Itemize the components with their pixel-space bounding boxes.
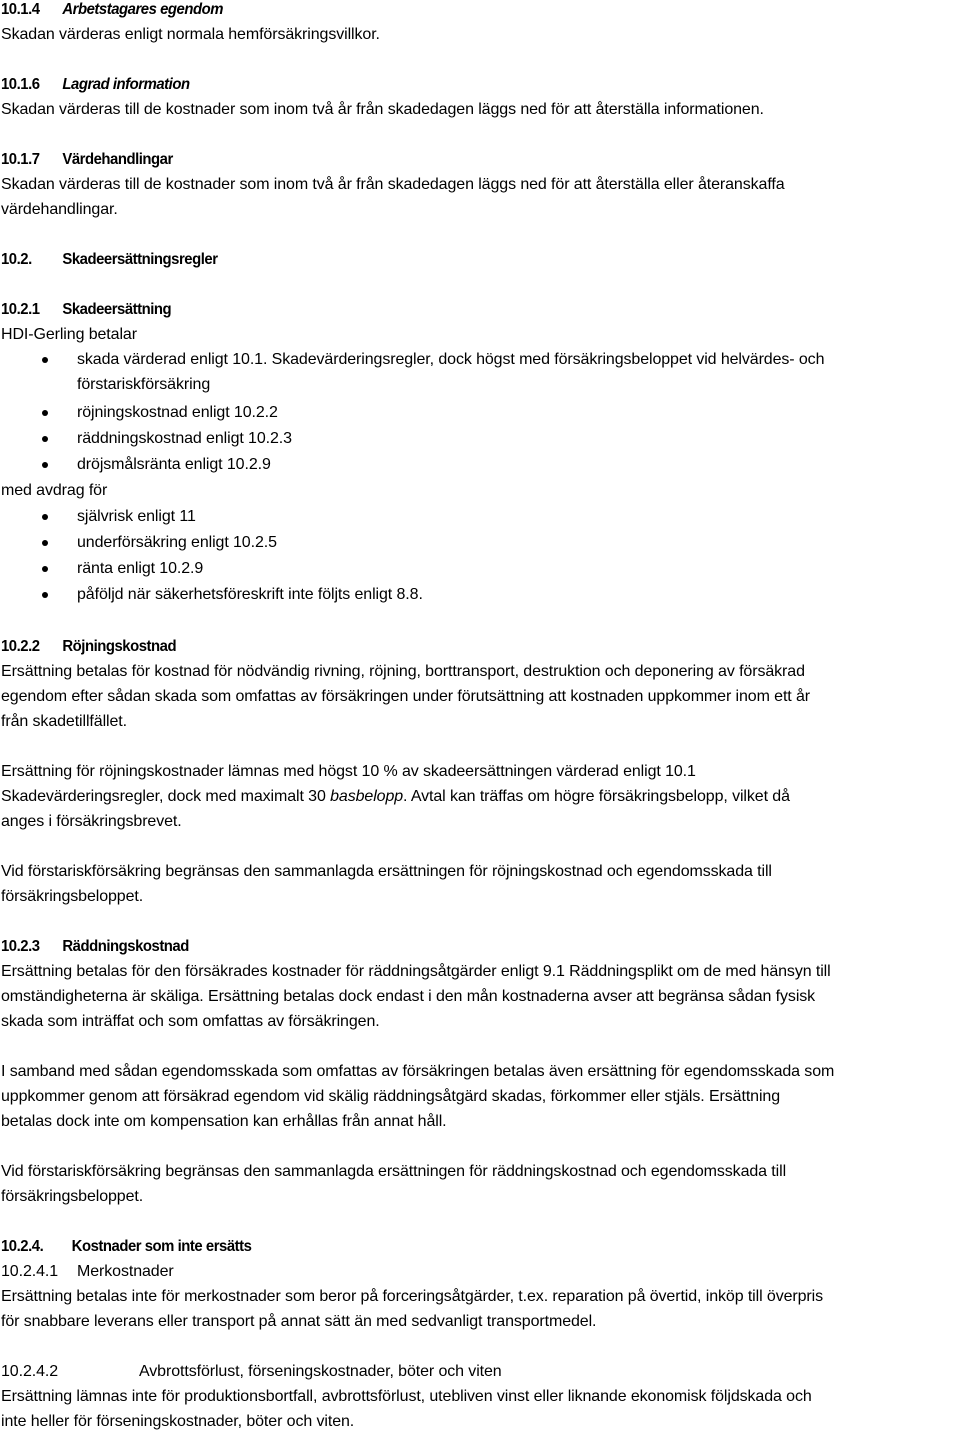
subsection-title: Avbrottsförlust, förseningskostnader, böter och viten (139, 1363, 502, 1380)
section-title: Skadeersättningsregler (62, 251, 218, 268)
section-number: 10.2.1 (1, 301, 40, 318)
bullet-icon (42, 357, 48, 363)
paragraph-line: skada som inträffat och som omfattas av försäkringen. (1, 1013, 380, 1030)
subsection-number: 10.2.4.2 (1, 1363, 59, 1380)
list-item-text: ränta enligt 10.2.9 (77, 560, 204, 577)
paragraph-line: försäkringsbeloppet. (1, 1188, 144, 1205)
paragraph-text: . Avtal kan träffas om högre försäkringsbelopp, vilket då (403, 788, 790, 805)
bullet-icon (42, 514, 48, 520)
paragraph-line: Vid förstariskförsäkring begränsas den sammanlagda ersättningen för räddningskostnad och egendomsskada till (1, 1163, 787, 1180)
paragraph-line (1, 784, 790, 809)
bullet-icon (42, 566, 48, 572)
subsection-heading-10-2-4-1 (1, 1259, 174, 1284)
section-heading-10-2-4 (1, 1234, 251, 1259)
section-number: 10.1.7 (1, 151, 40, 168)
section-title: Arbetstagares egendom (62, 1, 223, 18)
list-item-text: självrisk enligt 11 (77, 508, 196, 525)
paragraph-line: Vid förstariskförsäkring begränsas den sammanlagda ersättningen för röjningskostnad och egendomsskada till (1, 863, 772, 880)
section-title: Röjningskostnad (62, 638, 177, 655)
emphasis-text: basbelopp (330, 788, 404, 805)
section-title: Kostnader som inte ersätts (71, 1238, 252, 1255)
list-item-text: räddningskostnad enligt 10.2.3 (77, 430, 292, 447)
paragraph-line: Ersättning betalas för kostnad för nödvändig rivning, röjning, borttransport, destruktion och deponering av försäkrad (1, 663, 805, 680)
section-number: 10.2.3 (1, 938, 40, 955)
section-title: Värdehandlingar (62, 151, 173, 168)
paragraph-text: Skadevärderingsregler, dock med maximalt 30 (1, 788, 331, 805)
paragraph-line: omständigheterna är skäliga. Ersättning betalas dock endast i den mån kostnaderna avser att begränsa sådan fysisk (1, 988, 816, 1005)
paragraph-line: från skadetillfället. (1, 713, 127, 730)
section-number: 10.1.4 (1, 1, 40, 18)
paragraph-line: egendom efter sådan skada som omfattas av försäkringen under förutsättning att kostnaden uppkommer inom ett år (1, 688, 811, 705)
paragraph-line: försäkringsbeloppet. (1, 888, 144, 905)
paragraph-line: I samband med sådan egendomsskada som omfattas av försäkringen betalas även ersättning för egendomsskada som (1, 1063, 835, 1080)
bullet-icon (42, 410, 48, 416)
subsection-number: 10.2.4.1 (1, 1263, 59, 1280)
list-item-text: påföljd när säkerhetsföreskrift inte följts enligt 8.8. (77, 586, 423, 603)
section-number: 10.1.6 (1, 76, 40, 93)
section-number: 10.2.4. (1, 1238, 44, 1255)
paragraph-line: inte heller för förseningskostnader, böter och viten. (1, 1413, 355, 1430)
section-heading-10-1-7 (1, 147, 173, 172)
paragraph-line: betalas dock inte om kompensation kan erhållas från annat håll. (1, 1113, 447, 1130)
paragraph-line: Ersättning betalas för den försäkrades kostnader för räddningsåtgärder enligt 9.1 Räddningsplikt om de med hänsyn till (1, 963, 831, 980)
section-heading-10-2-1 (1, 297, 171, 322)
section-heading-10-2 (1, 247, 218, 272)
paragraph-line: Ersättning lämnas inte för produktionsbortfall, avbrottsförlust, utebliven vinst eller liknande ekonomisk följdskada och (1, 1388, 812, 1405)
list-item-text: förstariskförsäkring (77, 376, 211, 393)
section-body: Skadan värderas enligt normala hemförsäkringsvillkor. (1, 26, 380, 43)
bullet-icon (42, 540, 48, 546)
list-item-text: skada värderad enligt 10.1. Skadevärderingsregler, dock högst med försäkringsbeloppet vid helvärdes- och (77, 351, 825, 368)
list-item-text: dröjsmålsränta enligt 10.2.9 (77, 456, 271, 473)
paragraph-line: anges i försäkringsbrevet. (1, 813, 182, 830)
section-title: Räddningskostnad (62, 938, 189, 955)
paragraph-line: uppkommer genom att försäkrad egendom vid skälig räddningsåtgärd skadas, förkommer eller stjäls. Ersättning (1, 1088, 781, 1105)
section-number: 10.2.2 (1, 638, 40, 655)
paragraph-line: Ersättning för röjningskostnader lämnas med högst 10 % av skadeersättningen värderad enligt 10.1 (1, 763, 696, 780)
list-item-text: underförsäkring enligt 10.2.5 (77, 534, 277, 551)
section-title: Lagrad information (62, 76, 190, 93)
section-title: Skadeersättning (62, 301, 172, 318)
list-intro: med avdrag för (1, 482, 108, 499)
list-item-text: röjningskostnad enligt 10.2.2 (77, 404, 278, 421)
subsection-title: Merkostnader (77, 1263, 174, 1280)
paragraph-line: Ersättning betalas inte för merkostnader som beror på forceringsåtgärder, t.ex. reparation på övertid, inköp till överpris (1, 1288, 823, 1305)
section-body: Skadan värderas till de kostnader som inom två år från skadedagen läggs ned för att återställa informationen. (1, 101, 764, 118)
section-heading-10-1-6 (1, 72, 190, 97)
bullet-icon (42, 462, 48, 468)
bullet-icon (42, 592, 48, 598)
paragraph-line: för snabbare leverans eller transport på annat sätt än med sedvanligt transportmedel. (1, 1313, 597, 1330)
section-number: 10.2. (1, 251, 32, 268)
section-body-line: Skadan värderas till de kostnader som inom två år från skadedagen läggs ned för att återställa eller återanskaffa (1, 176, 785, 193)
list-intro: HDI-Gerling betalar (1, 326, 137, 343)
bullet-icon (42, 436, 48, 442)
section-heading-10-2-2 (1, 634, 176, 659)
subsection-heading-10-2-4-2 (1, 1359, 502, 1384)
section-heading-10-1-4 (1, 0, 223, 22)
section-heading-10-2-3 (1, 934, 189, 959)
section-body-line: värdehandlingar. (1, 201, 118, 218)
